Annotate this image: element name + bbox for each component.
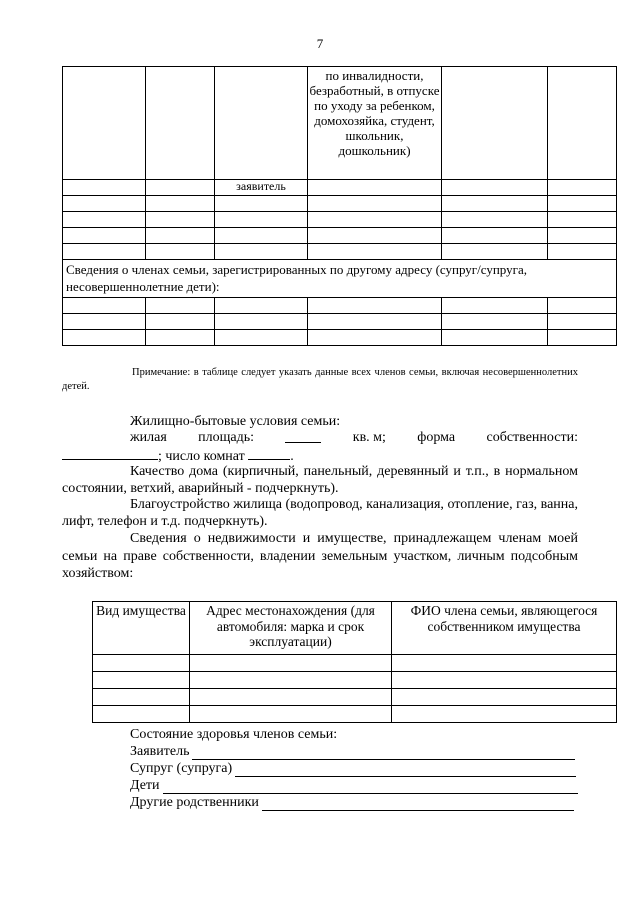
property-address-header: Адрес местонахождения (для автомобиля: марка и срок эксплуатации) bbox=[190, 602, 392, 655]
table-row bbox=[63, 67, 617, 180]
health-line-spouse bbox=[130, 760, 576, 777]
health-line-applicant bbox=[130, 743, 575, 760]
table-cell bbox=[146, 298, 215, 314]
area-unit: кв. м; bbox=[352, 430, 386, 445]
table-cell bbox=[308, 314, 442, 330]
table-cell bbox=[308, 298, 442, 314]
table-header-row bbox=[93, 602, 617, 655]
table-cell bbox=[63, 212, 146, 228]
table-cell bbox=[215, 298, 308, 314]
table-cell bbox=[93, 672, 190, 689]
health-line-relatives bbox=[130, 794, 574, 811]
health-field-children[interactable] bbox=[163, 780, 578, 794]
ownership-label: форма bbox=[417, 430, 456, 445]
table-cell bbox=[548, 298, 617, 314]
health-field-applicant[interactable] bbox=[192, 746, 575, 760]
table-row bbox=[63, 330, 617, 346]
table-cell bbox=[146, 314, 215, 330]
table-row bbox=[93, 672, 617, 689]
table-note: Примечание: в таблице следует указать данные всех членов семьи, включая несовершеннолетних детей. bbox=[62, 367, 578, 392]
table-row bbox=[63, 212, 617, 228]
table-cell bbox=[548, 67, 617, 180]
living-area-label-2: площадь: bbox=[198, 430, 255, 445]
table-cell bbox=[146, 212, 215, 228]
property-owner-header: ФИО члена семьи, являющегося собственником имущества bbox=[392, 602, 617, 655]
page-number: 7 bbox=[316, 36, 324, 51]
table-cell bbox=[93, 706, 190, 723]
table-row bbox=[93, 655, 617, 672]
table-cell bbox=[190, 706, 392, 723]
table-cell bbox=[548, 314, 617, 330]
table-cell bbox=[190, 672, 392, 689]
health-field-relatives[interactable] bbox=[262, 797, 574, 811]
table-cell bbox=[63, 298, 146, 314]
house-quality-paragraph: Качество дома (кирпичный, панельный, деревянный и т.п., в нормальном состоянии, ветхий, аварийный - подчеркнуть). bbox=[62, 464, 578, 496]
table-cell bbox=[215, 228, 308, 244]
table-cell bbox=[392, 672, 617, 689]
table-cell bbox=[63, 180, 146, 196]
health-label-children: Дети bbox=[130, 778, 160, 793]
table-cell bbox=[146, 196, 215, 212]
health-section bbox=[130, 726, 580, 811]
table-cell bbox=[308, 196, 442, 212]
table-cell bbox=[146, 67, 215, 180]
table-cell bbox=[93, 689, 190, 706]
table-cell bbox=[215, 196, 308, 212]
table-cell bbox=[548, 180, 617, 196]
table-cell bbox=[392, 689, 617, 706]
family-members-table bbox=[62, 66, 617, 346]
table-cell bbox=[146, 330, 215, 346]
table-row bbox=[63, 180, 617, 196]
table-cell bbox=[442, 196, 548, 212]
table-cell bbox=[63, 330, 146, 346]
living-conditions-title: Жилищно-бытовые условия семьи: bbox=[130, 414, 341, 429]
table-cell bbox=[93, 655, 190, 672]
rooms-line bbox=[62, 447, 294, 465]
rooms-label: ; число комнат bbox=[158, 449, 245, 464]
table-cell bbox=[442, 298, 548, 314]
table-cell bbox=[190, 689, 392, 706]
table-cell bbox=[548, 244, 617, 260]
table-cell bbox=[442, 314, 548, 330]
table-cell bbox=[215, 212, 308, 228]
table-cell bbox=[215, 244, 308, 260]
table-cell bbox=[215, 314, 308, 330]
table-row bbox=[63, 314, 617, 330]
table-cell bbox=[548, 228, 617, 244]
other-address-heading: Сведения о членах семьи, зарегистрированных по другому адресу (супруг/супруга, несовершеннолетние дети): bbox=[63, 260, 617, 298]
table-cell bbox=[63, 314, 146, 330]
table-cell bbox=[63, 67, 146, 180]
table-cell bbox=[146, 244, 215, 260]
table-cell bbox=[146, 180, 215, 196]
table-cell bbox=[442, 244, 548, 260]
living-area-line bbox=[130, 430, 578, 446]
table-cell bbox=[442, 180, 548, 196]
health-field-spouse[interactable] bbox=[235, 763, 576, 777]
table-row bbox=[63, 244, 617, 260]
table-row bbox=[63, 298, 617, 314]
table-cell bbox=[442, 212, 548, 228]
table-cell bbox=[442, 67, 548, 180]
table-cell bbox=[63, 228, 146, 244]
table-cell bbox=[308, 212, 442, 228]
health-title bbox=[130, 726, 580, 743]
table-cell bbox=[308, 330, 442, 346]
table-row bbox=[93, 706, 617, 723]
table-cell bbox=[442, 228, 548, 244]
table-cell bbox=[63, 244, 146, 260]
table-row bbox=[63, 260, 617, 298]
applicant-cell: заявитель bbox=[215, 180, 308, 196]
property-intro-paragraph: Сведения о недвижимости и имуществе, принадлежащем членам моей семьи на праве собственности, владении земельным участком, личным подсобным хозяйством: bbox=[62, 531, 578, 581]
amenities-paragraph: Благоустройство жилища (водопровод, канализация, отопление, газ, ванна, лифт, телефон и т.д. подчеркнуть). bbox=[62, 497, 578, 529]
table-cell bbox=[548, 196, 617, 212]
ownership-label-2: собственности: bbox=[486, 430, 578, 445]
health-title-text: Состояние здоровья членов семьи: bbox=[130, 727, 338, 742]
table-cell bbox=[308, 244, 442, 260]
occupation-continuation-cell: по инвалидности, безработный, в отпуске по уходу за ребенком, домохозяйка, студент, школьник, дошкольник) bbox=[308, 67, 442, 180]
table-cell bbox=[63, 196, 146, 212]
table-cell bbox=[146, 228, 215, 244]
table-cell bbox=[548, 212, 617, 228]
table-cell bbox=[190, 655, 392, 672]
health-label-applicant: Заявитель bbox=[130, 744, 190, 759]
table-cell bbox=[392, 706, 617, 723]
rooms-end: . bbox=[290, 449, 294, 464]
property-type-header: Вид имущества bbox=[93, 602, 190, 655]
health-label-relatives: Другие родственники bbox=[130, 795, 259, 810]
table-row bbox=[63, 228, 617, 244]
health-line-children bbox=[130, 777, 578, 794]
table-cell bbox=[308, 228, 442, 244]
rooms-field[interactable] bbox=[248, 447, 290, 460]
table-row bbox=[63, 196, 617, 212]
ownership-field[interactable] bbox=[62, 447, 158, 460]
table-cell bbox=[308, 180, 442, 196]
table-cell bbox=[215, 67, 308, 180]
table-row bbox=[93, 689, 617, 706]
table-cell bbox=[215, 330, 308, 346]
living-area-field[interactable] bbox=[285, 430, 321, 443]
living-area-label: жилая bbox=[130, 430, 167, 445]
table-cell bbox=[442, 330, 548, 346]
property-table bbox=[92, 601, 617, 723]
table-cell bbox=[392, 655, 617, 672]
table-cell bbox=[548, 330, 617, 346]
health-label-spouse: Супруг (супруга) bbox=[130, 761, 233, 776]
